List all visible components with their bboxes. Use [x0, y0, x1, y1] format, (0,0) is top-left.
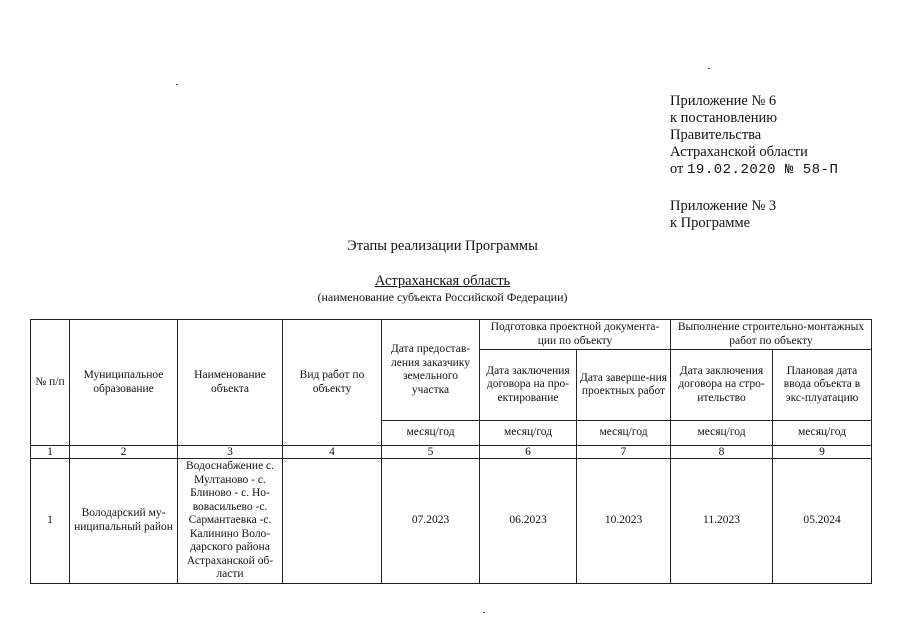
appendix-6-line2: к постановлению	[670, 110, 778, 126]
row-construction-contract: 11.2023	[671, 459, 773, 584]
unit-cell: месяц/год	[480, 421, 577, 446]
unit-cell: месяц/год	[577, 421, 671, 446]
header-municipality: Муниципальное образование	[70, 320, 178, 446]
unit-cell: месяц/год	[671, 421, 773, 446]
implementation-stages-table	[30, 319, 872, 584]
appendix-6-block	[670, 93, 838, 179]
header-object-name: Наименование объекта	[178, 320, 283, 446]
unit-cell: месяц/год	[773, 421, 872, 446]
row-land-date: 07.2023	[382, 459, 480, 584]
column-number-row	[31, 446, 872, 459]
row-work-type	[283, 459, 382, 584]
header-land-date: Дата предостав-ления заказчику земельного участка	[382, 320, 480, 421]
column-number: 5	[382, 446, 480, 459]
region-name-line	[0, 273, 895, 290]
header-design-end: Дата заверше-ния проектных работ	[577, 350, 671, 421]
header-work-type: Вид работ по объекту	[283, 320, 382, 446]
region-name: Астраханская область	[374, 273, 511, 289]
appendix-3-block	[670, 198, 776, 232]
header-design-group: Подготовка проектной документа-ции по объекту	[480, 320, 671, 350]
column-number: 3	[178, 446, 283, 459]
row-object-name: Водоснабжение с. Мултаново - с. Блиново - с. Но-вовасильево -с. Сармантаевка -с. Калинино Воло-дарского района Астраханской об-ласти	[178, 459, 283, 584]
row-municipality: Володарский му-ниципальный район	[70, 459, 178, 584]
header-construction-contract: Дата заключения договора на стро-ительство	[671, 350, 773, 421]
resolution-number: 19.02.2020 № 58-П	[687, 162, 839, 178]
appendix-3-line1: Приложение № 3	[670, 198, 777, 214]
appendix-6-line1: Приложение № 6	[670, 93, 777, 109]
column-number: 7	[577, 446, 671, 459]
scan-speck	[176, 84, 178, 85]
column-number: 6	[480, 446, 577, 459]
column-number: 8	[671, 446, 773, 459]
column-number: 4	[283, 446, 382, 459]
column-number: 9	[773, 446, 872, 459]
row-num: 1	[31, 459, 70, 584]
column-number: 1	[31, 446, 70, 459]
header-construction-group: Выполнение строительно-монтажных работ по объекту	[671, 320, 872, 350]
header-row-1	[31, 320, 872, 350]
region-caption: (наименование субъекта Российской Федерации)	[317, 290, 568, 304]
unit-cell: месяц/год	[382, 421, 480, 446]
header-design-contract: Дата заключения договора на про-ектирование	[480, 350, 577, 421]
document-title: Этапы реализации Программы	[347, 238, 538, 254]
row-design-contract: 06.2023	[480, 459, 577, 584]
scan-speck	[708, 68, 710, 69]
header-commission-date: Плановая дата ввода объекта в экс-плуатацию	[773, 350, 872, 421]
row-commission-date: 05.2024	[773, 459, 872, 584]
header-num: № п/п	[31, 320, 70, 446]
scan-speck	[483, 612, 485, 613]
row-design-end: 10.2023	[577, 459, 671, 584]
appendix-6-line4: Астраханской области	[670, 144, 808, 160]
date-prefix: от	[670, 161, 684, 177]
appendix-3-line2: к Программе	[670, 215, 751, 231]
appendix-6-line3: Правительства	[670, 127, 762, 143]
column-number: 2	[70, 446, 178, 459]
appendix-6-date-line	[670, 161, 838, 179]
table-row	[31, 459, 872, 584]
